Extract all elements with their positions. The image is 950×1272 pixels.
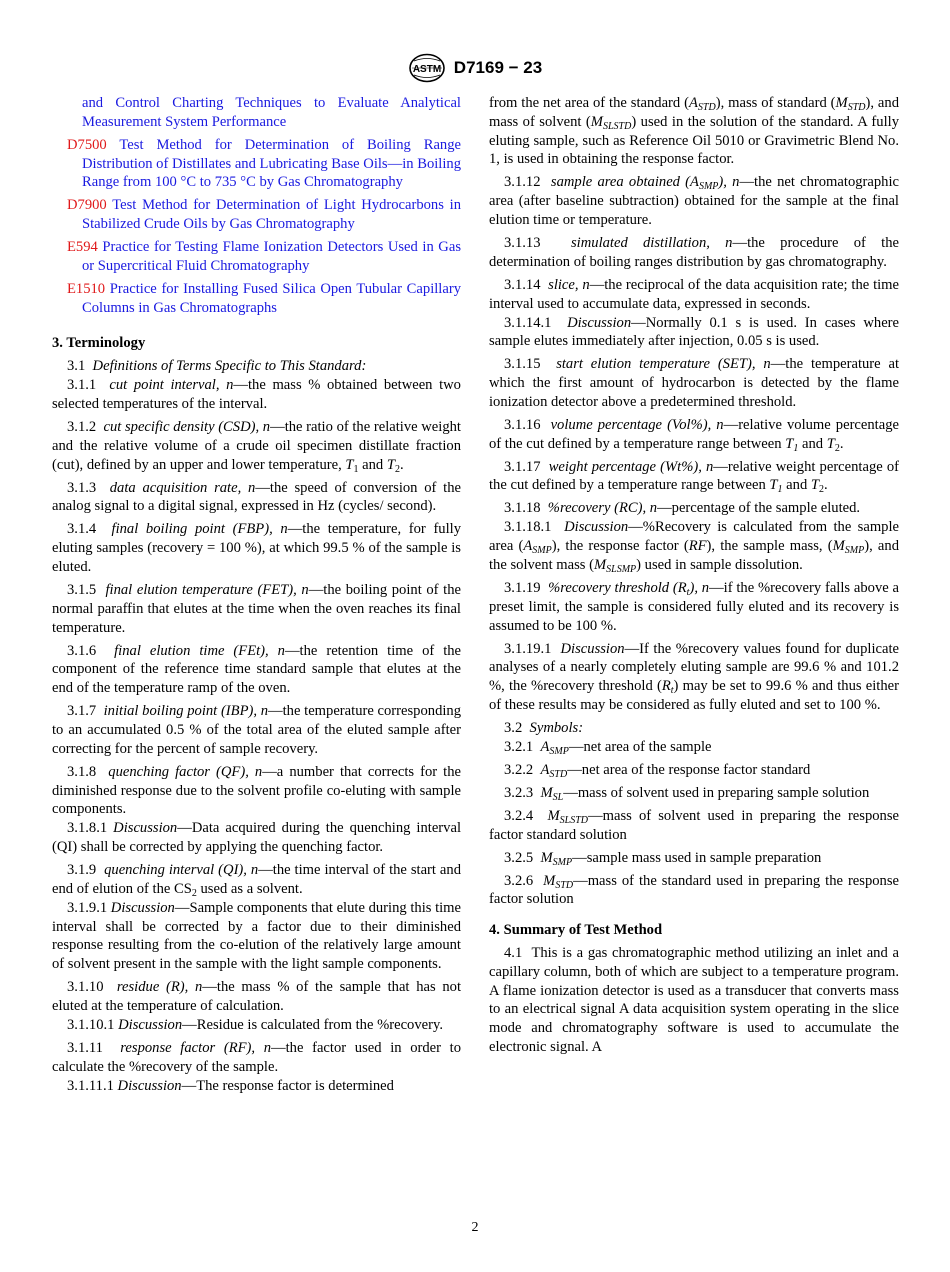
definition-paragraph: 3.1.2 cut specific density (CSD), n—the ratio of the relative weight and the relative volume of a crude oil specimen distillate fraction (cut), defined by an upper and lower temperature, $T_1$ and $T_2$. xyxy=(52,419,461,475)
definition-paragraph: 3.1.19 %recovery threshold $(R_t)$, n—if the %recovery falls above a preset limit, the sample is considered fully eluted and its recovery is assumed to be 100 %. xyxy=(489,580,899,634)
definition-paragraph: 3.1.17 weight percentage (Wt%), n—relative weight percentage of the cut defined by a temperature range between $T_1$ and $T_2$. xyxy=(489,458,899,496)
definition-paragraph: 3.1.1 cut point interval, n—the mass % obtained between two selected temperatures of the interval. xyxy=(52,377,461,413)
reference-code-link[interactable]: D7500 xyxy=(67,136,107,153)
definition-paragraph: 3.1.8 quenching factor (QF), n—a number that corrects for the diminished response due to the solvent profile co-eluting with sample components. xyxy=(52,763,461,818)
symbol-entry: 3.2.3 $M_{SL}—mass$ of solvent used in preparing sample solution xyxy=(504,784,870,803)
summary-paragraph: 4.1 This is a gas chromatographic method utilizing an inlet and a capillary column, both of which are subject to a temperature program. A flame ionization detector is used as a transducer that converts mass to an electrical signal A data acquisition system operating in the slice mode and chromatography software is used to accumulate the electronic signal. A xyxy=(489,945,899,1056)
continuation-paragraph: from the net area of the standard $(A_{STD})$, mass of standard $(M_{STD})$, and mass of solvent $(M_{SLSTD})$ used in the solution of the standard. A fully eluting sample, such as Reference Oil 5010 or Gravimetric Blend No. 1, is used in obtaining the response factor. xyxy=(489,95,899,168)
definition-paragraph: 3.1.15 start elution temperature (SET), n—the temperature at which the first amount of hydrocarbon is detected by the flame ionization detector above a predetermined threshold. xyxy=(489,356,900,410)
document-code: D7169 − 23 xyxy=(453,58,543,77)
section-heading: 4. Summary of Test Method xyxy=(489,922,663,939)
reference-entry: and Control Charting Techniques to Evaluate Analytical Measurement System Performance xyxy=(82,95,461,130)
page-number: 2 xyxy=(471,1220,479,1235)
section-heading: 3. Terminology xyxy=(52,334,146,351)
reference-entry: E594 Practice for Testing Flame Ionization Detectors Used in Gas or Supercritical Fluid Chromatography xyxy=(67,239,461,274)
definition-paragraph: 3.1.14 slice, n—the reciprocal of the data acquisition rate; the time interval used to accumulate data, expressed in seconds. xyxy=(489,276,900,312)
definition-paragraph: 3.1.16 volume percentage (Vol%), n—relative volume percentage of the cut defined by a temperature range between $T_1$ and $T_2$. xyxy=(489,416,899,454)
svg-text:ASTM: ASTM xyxy=(412,64,441,75)
astm-logo xyxy=(408,53,446,83)
page-header xyxy=(0,53,950,83)
symbol-entry: 3.2.2 $A_{STD}—net$ area of the response factor standard xyxy=(504,761,811,780)
reference-entry: D7500 Test Method for Determination of Boiling Range Distribution of Distillates and Lubricating Base Oils—in Boiling Range from 100 °C to 735 °C by Gas Chromatography xyxy=(67,136,461,191)
definition-paragraph: 3.1.18 %recovery (RC), n—percentage of the sample eluted. xyxy=(504,500,861,517)
definition-paragraph: 3.1.6 final elution time (FEt), n—the retention time of the component of the reference time standard sample that elutes at the end of the temperature ramp of the oven. xyxy=(52,642,462,697)
left-column xyxy=(52,94,461,1100)
reference-code-link[interactable]: D7900 xyxy=(67,197,107,214)
definition-paragraph: 3.1.12 sample area obtained $(A_{SMP})$, n—the net chromatographic area (after baseline subtraction) obtained for the sample at the final elution time or temperature. xyxy=(489,174,900,228)
definition-paragraph: 3.1.4 final boiling point (FBP), n—the temperature, for fully eluting samples (recovery = 100 %), at which 99.5 % of the sample is eluted. xyxy=(52,521,462,576)
definition-paragraph: 3.2 Symbols: xyxy=(504,719,584,736)
discussion-paragraph: 3.1.11.1 Discussion—The response factor is determined xyxy=(67,1077,394,1094)
definition-paragraph: 3.1.3 data acquisition rate, n—the speed of conversion of the analog signal to a digital signal, expressed in Hz (cycles/ second). xyxy=(52,479,461,515)
reference-entry: E1510 Practice for Installing Fused Silica Open Tubular Capillary Columns in Gas Chromatographs xyxy=(67,280,461,316)
symbol-entry: 3.2.1 $A_{SMP}—net$ area of the sample xyxy=(504,738,712,757)
discussion-paragraph: 3.1.14.1 Discussion—Normally 0.1 s is used. In cases where sample elutes immediately after injection, 0.05 s is used. xyxy=(489,314,900,350)
discussion-paragraph: 3.1.19.1 Discussion—If the %recovery values found for duplicate analyses of a nearly completely eluting sample are 99.6 % and 101.2 %, the %recovery threshold $(R_t)$ may be set to 99.6 % and thus either of these results may be considered as fully eluted and set to 100 %. xyxy=(489,640,899,713)
definition-paragraph: 3.1.13 simulated distillation, n—the procedure of the determination of boiling ranges distribution by gas chromatography. xyxy=(489,234,899,270)
discussion-paragraph: 3.1.18.1 Discussion—%Recovery is calculated from the sample area $(A_{SMP})$, the response factor (RF), the sample mass, $(M_{SMP})$, and the solvent mass $(M_{SLSMP})$ used in sample dissolution. xyxy=(489,519,900,576)
right-column xyxy=(489,94,899,1061)
reference-entry: D7900 Test Method for Determination of Light Hydrocarbons in Stabilized Crude Oils by Gas Chromatography xyxy=(67,197,461,233)
definition-paragraph: 3.1.5 final elution temperature (FET), n—the boiling point of the normal paraffin that elutes at the time when the oven reaches its final temperature. xyxy=(52,582,462,636)
definition-paragraph: 3.1.10 residue (R), n—the mass % of the sample that has not eluted at the temperature of calculation. xyxy=(52,979,461,1015)
discussion-paragraph: 3.1.8.1 Discussion—Data acquired during the quenching interval (QI) shall be corrected by applying the quenching factor. xyxy=(52,820,461,856)
reference-code-link[interactable]: E1510 xyxy=(67,280,106,297)
symbol-entry: 3.2.4 $M_{SLSTD}—mass$ of solvent used in preparing the response factor standard solution xyxy=(489,807,900,843)
symbol-entry: 3.2.5 $M_{SMP}—sample$ mass used in sample preparation xyxy=(504,849,822,868)
definition-paragraph: 3.1.11 response factor (RF), n—the factor used in order to calculate the %recovery of the sample. xyxy=(52,1040,462,1075)
definition-paragraph: 3.1 Definitions of Terms Specific to This Standard: xyxy=(67,358,367,375)
symbol-entry: 3.2.6 $M_{STD}—mass$ of the standard used in preparing the response factor solution xyxy=(489,872,900,908)
reference-code-link[interactable]: E594 xyxy=(67,239,98,256)
discussion-paragraph: 3.1.10.1 Discussion—Residue is calculated from the %recovery. xyxy=(67,1017,443,1034)
discussion-paragraph: 3.1.9.1 Discussion—Sample components that elute during this time interval shall be corrected by a factor due to their diminished response resulting from the co-elution of the relatively large amount of solvent present in the sample with the light sample components. xyxy=(52,899,462,973)
definition-paragraph: 3.1.7 initial boiling point (IBP), n—the temperature corresponding to an accumulated 0.5 % of the total area of the eluted sample after correcting for the percent of sample recovery. xyxy=(52,703,462,757)
definition-paragraph: 3.1.9 quenching interval (QI), n—the time interval of the start and end of elution of the $CS_2$ used as a solvent. xyxy=(52,862,461,899)
